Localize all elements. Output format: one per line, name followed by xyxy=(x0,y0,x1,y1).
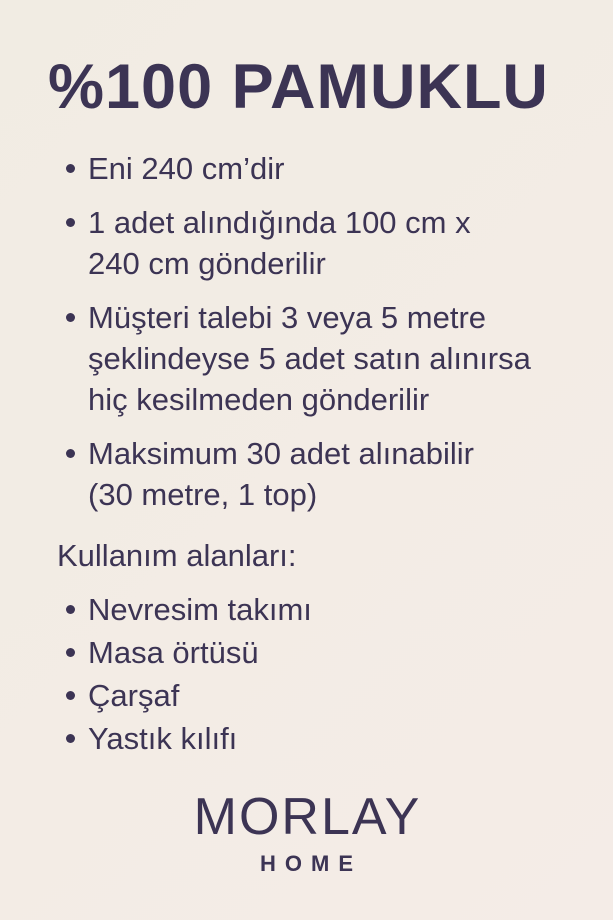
bullet-icon xyxy=(66,218,75,227)
list-item xyxy=(48,148,583,189)
list-item xyxy=(48,589,583,630)
usage-item-label: Çarşaf xyxy=(88,678,180,714)
brand-subtitle: HOME xyxy=(260,851,362,877)
list-item xyxy=(48,202,583,284)
list-item xyxy=(48,675,583,716)
note-text: 1 adet alındığında 100 cm x 240 cm gönderilir xyxy=(88,205,471,282)
list-item xyxy=(48,718,583,759)
list-item xyxy=(48,632,583,673)
usage-list xyxy=(48,589,583,759)
note-text: Müşteri talebi 3 veya 5 metre şeklindeyse 5 adet satın alınırsa hiç kesilmeden gönderilir xyxy=(88,300,531,418)
product-notes-list xyxy=(48,148,583,515)
bullet-icon xyxy=(66,691,75,700)
bullet-icon xyxy=(66,313,75,322)
usage-section-heading: Kullanım alanları: xyxy=(57,538,297,574)
usage-item-label: Masa örtüsü xyxy=(88,635,259,671)
usage-item-label: Yastık kılıfı xyxy=(88,721,238,757)
bullet-icon xyxy=(66,734,75,743)
brand-logo xyxy=(0,788,613,877)
list-item xyxy=(48,297,583,420)
bullet-icon xyxy=(66,605,75,614)
bullet-icon xyxy=(66,648,75,657)
note-text: Eni 240 cm’dir xyxy=(88,151,285,187)
page-title: %100 PAMUKLU xyxy=(48,52,549,122)
bullet-icon xyxy=(66,164,75,173)
bullet-icon xyxy=(66,449,75,458)
note-text: Maksimum 30 adet alınabilir (30 metre, 1 top) xyxy=(88,436,474,513)
list-item xyxy=(48,433,583,515)
usage-item-label: Nevresim takımı xyxy=(88,592,312,628)
brand-name: MORLAY xyxy=(193,788,422,847)
